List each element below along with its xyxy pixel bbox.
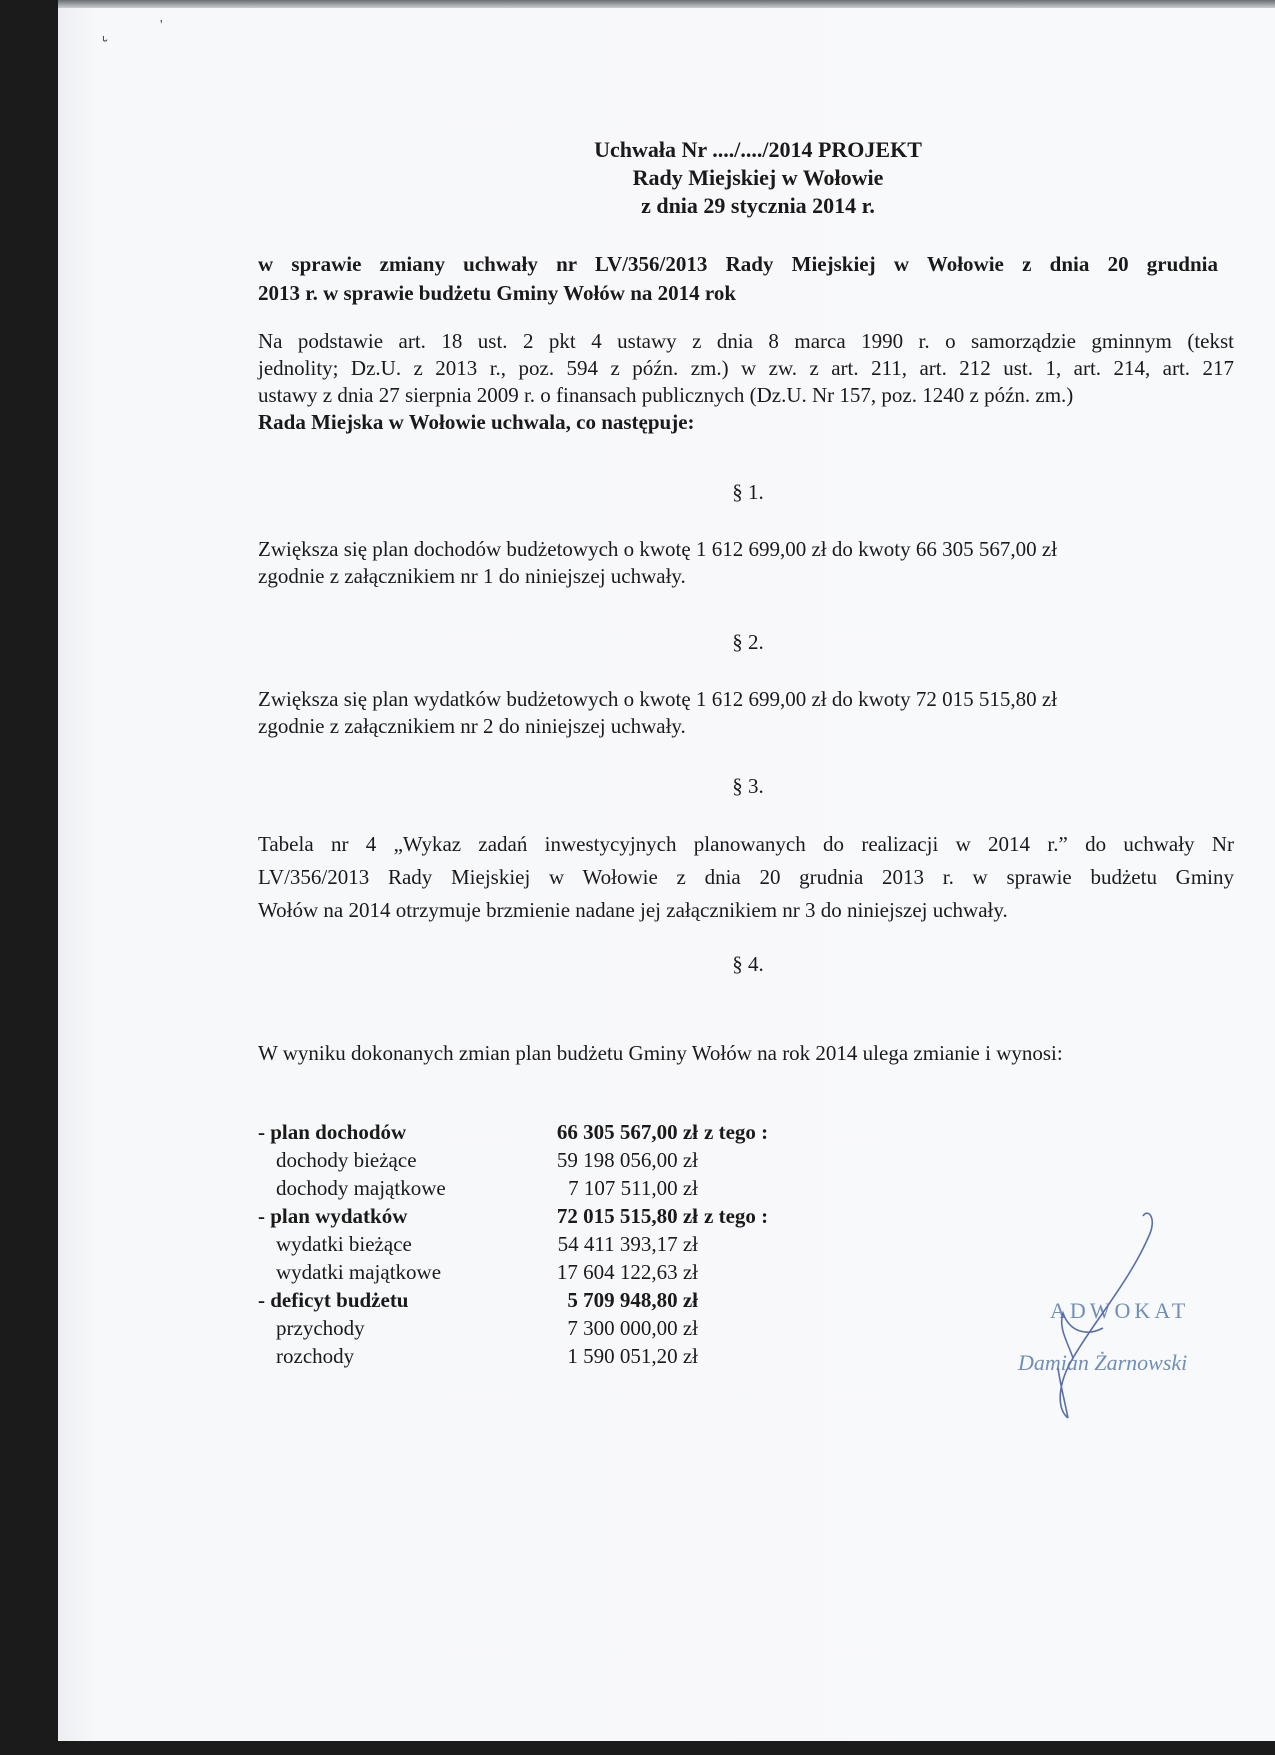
- section-line: Zwiększa się plan wydatków budżetowych o kwotę 1 612 699,00 zł do kwoty 72 015 515,80 zł: [258, 687, 1058, 711]
- section-line: LV/356/2013 Rady Miejskiej w Wołowie z dnia 20 grudnia 2013 r. w sprawie budżetu Gminy: [258, 865, 1234, 889]
- section-4-sign: § 4.: [732, 952, 764, 976]
- scan-speck: ᒡ: [102, 35, 109, 50]
- stamp-name: Damian Żarnowski: [1018, 1350, 1188, 1375]
- budget-row: [258, 1344, 818, 1372]
- budget-row-label: wydatki majątkowe: [276, 1260, 442, 1284]
- budget-row-amount: 7 107 511,00 zł: [568, 1176, 698, 1200]
- section-2-text: [258, 686, 1234, 740]
- budget-row-label: przychody: [276, 1316, 365, 1340]
- stamp-title: ADWOKAT: [1050, 1298, 1190, 1323]
- resolution-date: z dnia 29 stycznia 2014 r.: [641, 193, 875, 218]
- resolution-subject: [258, 250, 1218, 308]
- budget-row-label: - plan dochodów: [258, 1120, 407, 1144]
- document-page: [58, 8, 1275, 1741]
- budget-row-label: dochody bieżące: [276, 1148, 417, 1172]
- scan-left-edge: [0, 0, 58, 1755]
- section-3-text: [258, 828, 1234, 927]
- section-line: Tabela nr 4 „Wykaz zadań inwestycyjnych planowanych do realizacji w 2014 r.” do uchwały Nr: [258, 832, 1234, 856]
- budget-row: [258, 1288, 818, 1316]
- resolution-number: Uchwała Nr ..../..../2014 PROJEKT: [594, 137, 922, 162]
- legal-basis: [258, 328, 1234, 436]
- budget-row: [258, 1176, 818, 1204]
- budget-row: [258, 1232, 818, 1260]
- legal-basis-line: jednolity; Dz.U. z 2013 r., poz. 594 z późn. zm.) w zw. z art. 211, art. 212 ust. 1, art. 214, art. 217: [258, 356, 1234, 380]
- budget-row-label: dochody majątkowe: [276, 1176, 446, 1200]
- section-line: zgodnie z załącznikiem nr 1 do niniejszej uchwały.: [258, 564, 686, 588]
- section-line: Zwiększa się plan dochodów budżetowych o kwotę 1 612 699,00 zł do kwoty 66 305 567,00 zł: [258, 537, 1058, 561]
- signature-stroke: [1058, 1213, 1152, 1418]
- budget-row-amount: 1 590 051,20 zł: [567, 1344, 698, 1368]
- section-4-text: [258, 1040, 1234, 1067]
- budget-row: [258, 1120, 818, 1148]
- resolves-clause: Rada Miejska w Wołowie uchwala, co następuje:: [258, 410, 695, 434]
- section-1-text: [258, 536, 1234, 590]
- budget-row: [258, 1148, 818, 1176]
- budget-row-label: rozchody: [276, 1344, 355, 1368]
- section-2-sign: § 2.: [732, 630, 764, 654]
- budget-row-amount: 59 198 056,00 zł: [556, 1148, 698, 1172]
- budget-row-suffix: z tego :: [704, 1120, 769, 1144]
- scan-bottom-edge: [0, 1741, 1275, 1755]
- scan-speck: ': [160, 18, 163, 33]
- budget-row-suffix: z tego :: [704, 1204, 769, 1228]
- budget-row-amount: 66 305 567,00 zł: [556, 1120, 698, 1144]
- section-3-sign: § 3.: [732, 774, 764, 798]
- section-line: W wyniku dokonanych zmian plan budżetu Gminy Wołów na rok 2014 ulega zmianie i wynosi:: [258, 1041, 1063, 1065]
- handwritten-signature: [998, 1208, 1238, 1428]
- budget-row-label: - deficyt budżetu: [258, 1288, 409, 1312]
- budget-row-label: wydatki bieżące: [276, 1232, 412, 1256]
- section-1-sign: § 1.: [732, 480, 764, 504]
- subject-line: w sprawie zmiany uchwały nr LV/356/2013 Rady Miejskiej w Wołowie z dnia 20 grudnia: [258, 252, 1218, 276]
- budget-row: [258, 1260, 818, 1288]
- legal-basis-line: ustawy z dnia 27 sierpnia 2009 r. o finansach publicznych (Dz.U. Nr 157, poz. 1240 z późn. zm.): [258, 383, 1074, 407]
- subject-line: 2013 r. w sprawie budżetu Gminy Wołów na 2014 rok: [258, 281, 737, 305]
- budget-row-amount: 54 411 393,17 zł: [557, 1232, 698, 1256]
- budget-row-amount: 5 709 948,80 zł: [567, 1288, 698, 1312]
- budget-row-amount: 17 604 122,63 zł: [556, 1260, 698, 1284]
- resolution-issuer: Rady Miejskiej w Wołowie: [632, 165, 884, 190]
- legal-basis-line: Na podstawie art. 18 ust. 2 pkt 4 ustawy z dnia 8 marca 1990 r. o samorządzie gminnym (tekst: [258, 329, 1234, 353]
- scan-top-edge: [0, 0, 1275, 8]
- advocate-stamp: [998, 1208, 1238, 1428]
- budget-row-amount: 72 015 515,80 zł: [556, 1204, 698, 1228]
- section-line: Wołów na 2014 otrzymuje brzmienie nadane jej załącznikiem nr 3 do niniejszej uchwały.: [258, 898, 1008, 922]
- budget-row: [258, 1204, 818, 1232]
- section-line: zgodnie z załącznikiem nr 2 do niniejszej uchwały.: [258, 714, 686, 738]
- budget-row-label: - plan wydatków: [258, 1204, 408, 1228]
- budget-row: [258, 1316, 818, 1344]
- budget-row-amount: 7 300 000,00 zł: [567, 1316, 698, 1340]
